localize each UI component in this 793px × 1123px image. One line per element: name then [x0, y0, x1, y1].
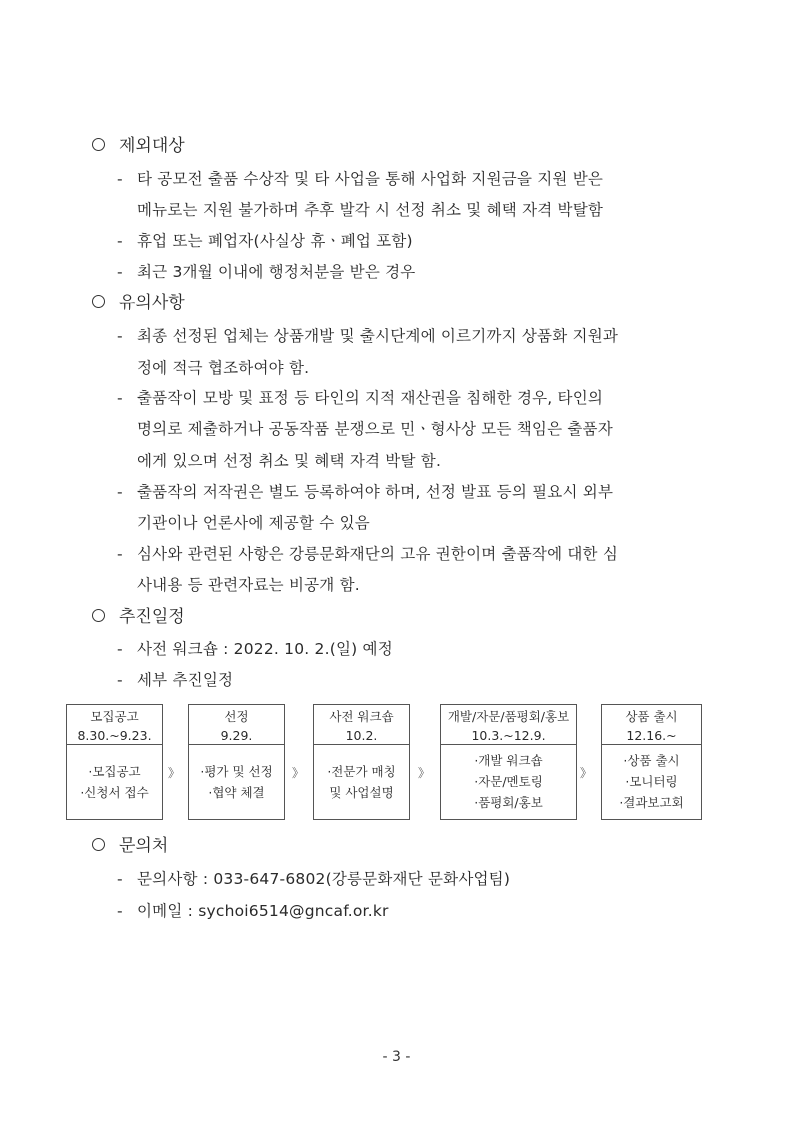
step-name: 개발/자문/품평회/홍보 — [447, 709, 570, 724]
page-number: - 3 - — [382, 1049, 411, 1065]
section-heading-schedule: 추진일정 — [92, 604, 185, 630]
contact-phone: 문의사항 : 033-647-6802(강릉문화재단 문화사업팀) — [137, 870, 511, 888]
flow-arrow-icon: 》 — [418, 766, 431, 780]
dash-bullet: - — [117, 263, 123, 281]
step-task: ·신청서 접수 — [80, 785, 149, 800]
schedule-step-development — [440, 704, 577, 820]
dash-bullet: - — [117, 902, 123, 920]
dash-bullet: - — [117, 327, 123, 345]
dash-bullet: - — [117, 671, 123, 689]
schedule-step-recruit — [66, 704, 163, 820]
circle-bullet-icon — [92, 609, 105, 622]
dash-bullet: - — [117, 640, 123, 658]
notes-item-4-line-2: 사내용 등 관련자료는 비공개 함. — [137, 576, 360, 594]
dash-bullet: - — [117, 483, 123, 501]
notes-item-3-line-1: 출품작의 저작권은 별도 등록하여야 하며, 선정 발표 등의 필요시 외부 — [137, 483, 614, 501]
exclusion-item-1-line-2: 메뉴로는 지원 불가하며 추후 발각 시 선정 취소 및 혜택 자격 박탈함 — [137, 201, 604, 219]
dash-bullet: - — [117, 170, 123, 188]
flow-arrow-icon: 》 — [168, 766, 181, 780]
schedule-detail-label: 세부 추진일정 — [137, 671, 234, 689]
notes-item-1-line-1: 최종 선정된 업체는 상품개발 및 출시단계에 이르기까지 상품화 지원과 — [137, 327, 619, 345]
step-name: 사전 워크숍 — [329, 709, 394, 724]
flow-arrow-icon: 》 — [292, 766, 305, 780]
notes-item-3-line-2: 기관이나 언론사에 제공할 수 있음 — [137, 514, 370, 532]
step-task: ·자문/멘토링 — [474, 774, 543, 789]
step-date: 10.2. — [345, 728, 378, 743]
notes-item-1-line-2: 정에 적극 협조하여야 함. — [137, 359, 310, 377]
step-task: ·전문가 매칭 — [327, 764, 396, 779]
step-task: ·협약 체결 — [208, 785, 265, 800]
step-task: ·모집공고 — [88, 764, 141, 779]
step-date: 12.16.~ — [626, 728, 677, 743]
step-date: 8.30.~9.23. — [77, 728, 152, 743]
circle-bullet-icon — [92, 138, 105, 151]
dash-bullet: - — [117, 389, 123, 407]
exclusion-item-2: 휴업 또는 폐업자(사실상 휴ㆍ폐업 포함) — [137, 232, 413, 250]
section-heading-exclusion: 제외대상 — [92, 133, 185, 159]
circle-bullet-icon — [92, 838, 105, 851]
dash-bullet: - — [117, 870, 123, 888]
step-task: ·상품 출시 — [623, 753, 680, 768]
step-task: ·품평회/홍보 — [474, 795, 543, 810]
step-name: 모집공고 — [90, 709, 139, 724]
step-task: ·평가 및 선정 — [200, 764, 273, 779]
dash-bullet: - — [117, 232, 123, 250]
contact-email: 이메일 : sychoi6514@gncaf.or.kr — [137, 902, 389, 920]
step-task: 및 사업설명 — [329, 785, 394, 800]
schedule-workshop: 사전 워크숍 : 2022. 10. 2.(일) 예정 — [137, 640, 393, 658]
step-date: 9.29. — [220, 728, 253, 743]
step-name: 선정 — [224, 709, 249, 724]
exclusion-item-1-line-1: 타 공모전 출품 수상작 및 타 사업을 통해 사업화 지원금을 지원 받은 — [137, 170, 604, 188]
step-task: ·결과보고회 — [619, 795, 684, 810]
schedule-step-selection — [188, 704, 285, 820]
section-heading-contact: 문의처 — [92, 833, 168, 859]
exclusion-item-3: 최근 3개월 이내에 행정처분을 받은 경우 — [137, 263, 416, 281]
section-heading-notes: 유의사항 — [92, 290, 185, 316]
step-name: 상품 출시 — [625, 709, 678, 724]
flow-arrow-icon: 》 — [580, 766, 593, 780]
dash-bullet: - — [117, 545, 123, 563]
step-task: ·모니터링 — [625, 774, 678, 789]
schedule-step-launch — [601, 704, 702, 820]
schedule-step-workshop — [313, 704, 410, 820]
notes-item-2-line-1: 출품작이 모방 및 표정 등 타인의 지적 재산권을 침해한 경우, 타인의 — [137, 389, 604, 407]
circle-bullet-icon — [92, 295, 105, 308]
notes-item-2-line-2: 명의로 제출하거나 공동작품 분쟁으로 민ㆍ형사상 모든 책임은 출품자 — [137, 420, 613, 438]
notes-item-4-line-1: 심사와 관련된 사항은 강릉문화재단의 고유 권한이며 출품작에 대한 심 — [137, 545, 619, 563]
notes-item-2-line-3: 에게 있으며 선정 취소 및 혜택 자격 박탈 함. — [137, 452, 442, 470]
step-task: ·개발 워크숍 — [474, 753, 543, 768]
step-date: 10.3.~12.9. — [471, 728, 546, 743]
